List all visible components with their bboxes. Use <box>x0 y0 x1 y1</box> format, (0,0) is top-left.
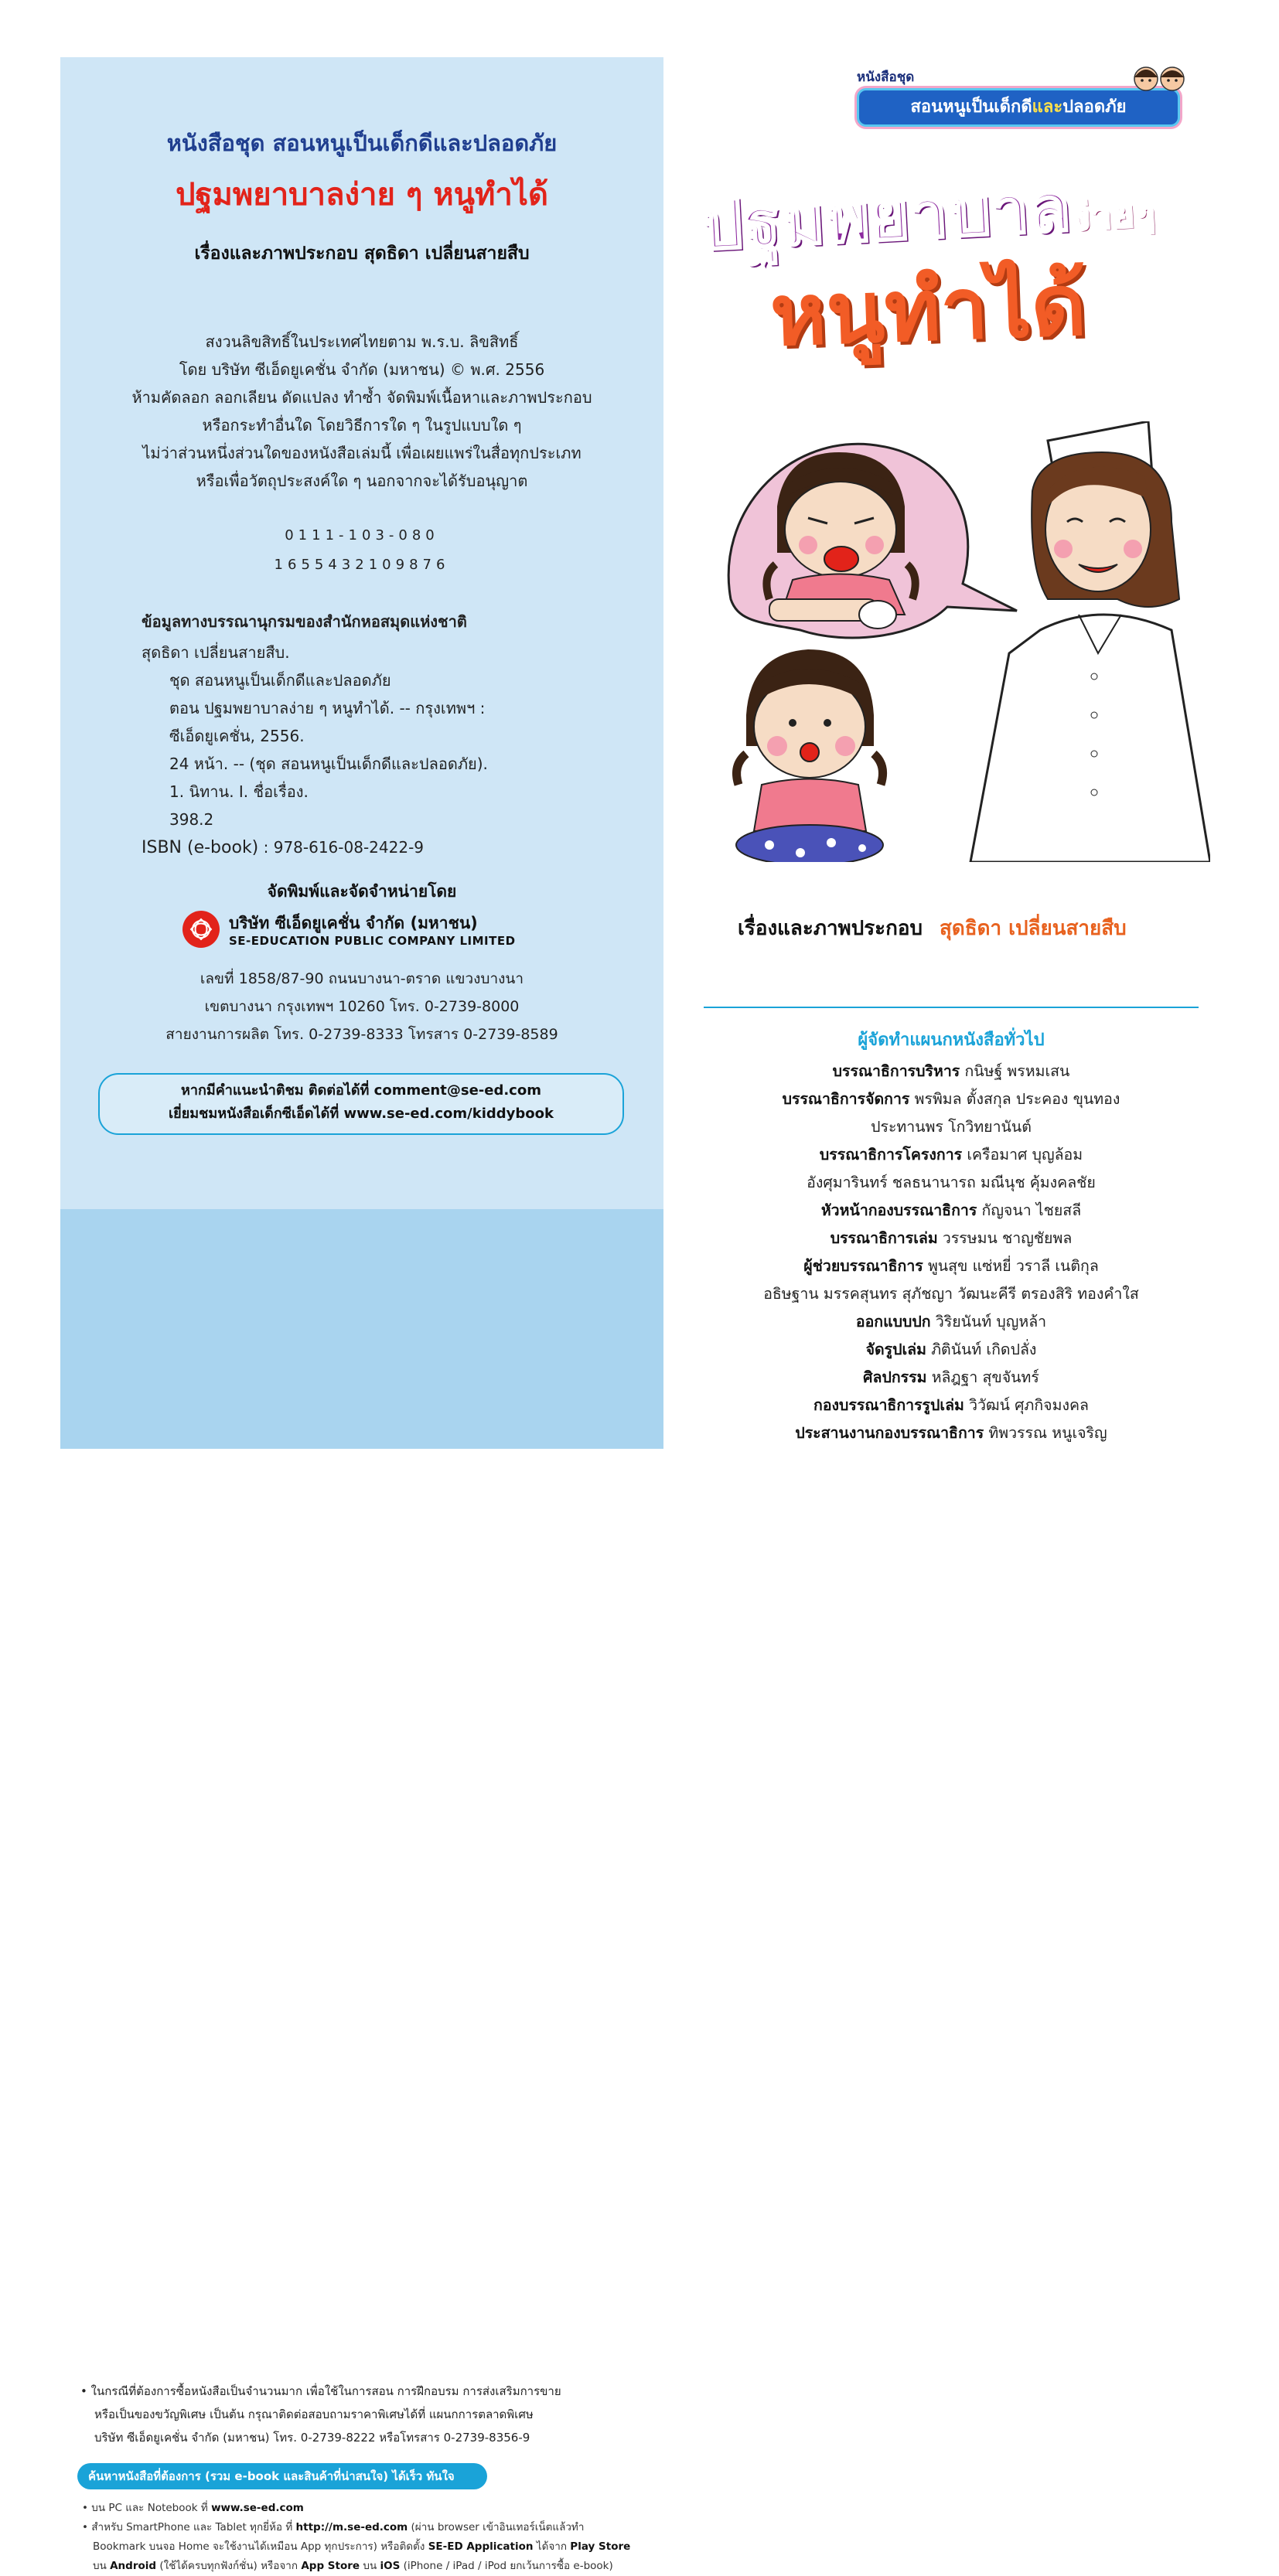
cover-byline <box>738 912 1127 944</box>
cip-line: 398.2 <box>169 810 214 829</box>
series-badge <box>857 62 1189 131</box>
contact-website[interactable]: เยี่ยมชมหนังสือเด็กซีเอ็ดได้ที่ www.se-ed.com/kiddybook <box>169 1106 554 1122</box>
address-line: เลขที่ 1858/87-90 ถนนบางนา-ตราด แขวงบางนา <box>200 970 524 987</box>
bulk-line: • ในกรณีที่ต้องการซื้อหนังสือเป็นจำนวนมาก เพื่อใช้ในการสอน การฝึกอบรม การส่งเสริมการขาย <box>80 2384 561 2398</box>
cip-line: ตอน ปฐมพยาบาลง่าย ๆ หนูทำได้. -- กรุงเทพฯ : <box>169 699 486 717</box>
credit-names: ประทานพร โกวิทยานันต์ <box>871 1118 1032 1136</box>
credit-names: กัญจนา ไชยสลี <box>981 1201 1082 1219</box>
divider-line <box>704 1007 1199 1008</box>
print-code: 1655432109876 <box>274 557 450 573</box>
credit-row <box>696 1197 1206 1225</box>
book-title: ปฐมพยาบาลง่าย ๆ หนูทำได้ <box>176 177 548 213</box>
credit-row <box>696 1113 1206 1141</box>
online-text: (ผ่าน browser เข้าอินเทอร์เน็ตแล้วทำ <box>408 2521 585 2533</box>
credit-names: อธิษฐาน มรรคสุนทร สุภัชญา วัฒนะคีรี ตรองสิริ ทองคำใส <box>763 1285 1139 1303</box>
copyright-line: หรือเพื่อวัตถุประสงค์ใด ๆ นอกจากจะได้รับอนุญาต <box>196 472 528 490</box>
ordering-info <box>60 1209 663 2572</box>
app-store: App Store <box>301 2560 360 2572</box>
credit-role: หัวหน้ากองบรรณาธิการ <box>820 1201 977 1219</box>
cip-author: สุดธิดา เปลี่ยนสายสืบ. <box>142 643 290 662</box>
credit-names: วิริยนันท์ บุญหล้า <box>935 1313 1047 1331</box>
website-link[interactable]: www.se-ed.com <box>211 2502 304 2514</box>
online-text: บน <box>360 2560 380 2572</box>
credit-names: วิวัฒน์ ศุภกิจมงคล <box>969 1396 1089 1414</box>
copyright-line: โดย บริษัท ซีเอ็ดยูเคชั่น จำกัด (มหาชน) © พ.ศ. 2556 <box>179 360 545 379</box>
online-text: • บน PC และ Notebook ที่ <box>82 2502 212 2514</box>
credit-role: ออกแบบปก <box>855 1313 931 1331</box>
credit-row <box>696 1308 1206 1336</box>
credits-list <box>696 1025 1206 1447</box>
credit-row <box>696 1364 1206 1392</box>
badge-text: และ <box>1032 97 1063 117</box>
copyright-notice <box>60 328 663 495</box>
credit-names: พูนสุข แซ่หยี่ วราลี เนติกุล <box>927 1257 1099 1275</box>
isbn-label: ISBN (e-book) <box>142 838 259 857</box>
copyright-line: หรือกระทำอื่นใด โดยวิธีการใด ๆ ในรูปแบบใด ๆ <box>202 416 522 434</box>
book-codes <box>60 521 663 580</box>
credit-row <box>696 1252 1206 1280</box>
credit-names: กนิษฐ์ พรหมเสน <box>964 1062 1070 1080</box>
play-store: Play Store <box>570 2540 631 2553</box>
credit-row <box>696 1336 1206 1364</box>
credit-names: อังศุมารินทร์ ชลธนานารถ มณีนุช คุ้มงคลชัย <box>807 1174 1096 1191</box>
kids-mascot-icon <box>1129 62 1191 96</box>
credit-role: บรรณาธิการโครงการ <box>819 1146 963 1164</box>
cover-title-line-2: หนูทำได้ <box>768 254 1088 366</box>
series-title: หนังสือชุด สอนหนูเป็นเด็กดีและปลอดภัย <box>166 130 558 156</box>
isbn-value: : 978-616-08-2422-9 <box>263 838 425 857</box>
copyright-line: ไม่ว่าส่วนหนึ่งส่วนใดของหนังสือเล่มนี้ เพื่อเผยแพร่ในสื่อทุกประเภท <box>142 444 582 462</box>
credit-names: วรรษมน ชาญชัยพล <box>942 1229 1073 1247</box>
search-pill: ค้นหาหนังสือที่ต้องการ (รวม e-book และสินค้าที่น่าสนใจ) ได้เร็ว ทันใจ <box>77 2463 487 2489</box>
byline: เรื่องและภาพประกอบ สุดธิดา เปลี่ยนสายสืบ <box>194 244 530 264</box>
cip-data <box>142 609 488 861</box>
imprint-panel <box>60 57 663 2572</box>
credit-row <box>696 1058 1206 1085</box>
credit-row <box>696 1392 1206 1419</box>
copyright-line: สงวนลิขสิทธิ์ในประเทศไทยตาม พ.ร.บ. ลิขสิทธิ์ <box>205 332 519 351</box>
se-ed-logo-icon <box>182 910 220 949</box>
bulk-line: หรือเป็นของขวัญพิเศษ เป็นต้น กรุณาติดต่อสอบถามราคาพิเศษได้ที่ แผนกการตลาดพิเศษ <box>94 2407 534 2421</box>
credits-heading: ผู้จัดทำแผนกหนังสือทั่วไป <box>858 1031 1045 1050</box>
credit-role: บรรณาธิการจัดการ <box>782 1090 910 1108</box>
credit-row <box>696 1225 1206 1252</box>
credit-row <box>696 1169 1206 1197</box>
thought-bubble <box>728 444 1017 638</box>
mobile-link[interactable]: http://m.se-ed.com <box>295 2521 408 2533</box>
online-text: ได้จาก <box>533 2540 571 2553</box>
bulk-order-note <box>80 2380 561 2449</box>
address-line: สายงานการผลิต โทร. 0-2739-8333 โทรสาร 0-2739-8589 <box>165 1026 558 1043</box>
credit-row <box>696 1419 1206 1447</box>
cover-title-small: ง่ายๆ <box>1069 189 1157 240</box>
isbn-line <box>142 833 488 861</box>
credit-row <box>696 1141 1206 1169</box>
girl-figure <box>736 649 883 862</box>
online-text: (ใช้ได้ครบทุกฟังก์ชั่น) หรือจาก <box>156 2560 302 2572</box>
badge-text: ปลอดภัย <box>1062 97 1127 117</box>
credit-role: จัดรูปเล่ม <box>865 1341 926 1358</box>
publisher-name-th: บริษัท ซีเอ็ดยูเคชั่น จำกัด (มหาชน) <box>229 914 478 932</box>
cip-line: 1. นิทาน. I. ชื่อเรื่อง. <box>169 782 309 801</box>
publisher-name-en: SE-EDUCATION PUBLIC COMPANY LIMITED <box>229 934 516 948</box>
credit-role: กองบรรณาธิการรูปเล่ม <box>813 1396 964 1414</box>
publisher-heading: จัดพิมพ์และจัดจำหน่ายโดย <box>267 882 457 901</box>
cover-byline-label: เรื่องและภาพประกอบ <box>738 917 923 940</box>
app-name: SE-ED Application <box>428 2540 534 2553</box>
address-line: เขตบางนา กรุงเทพฯ 10260 โทร. 0-2739-8000 <box>204 998 520 1015</box>
product-code: 0111-103-080 <box>285 527 439 543</box>
contact-email[interactable]: หากมีคำแนะนำติชม ติดต่อได้ที่ comment@se-ed.com <box>181 1082 541 1099</box>
badge-label: หนังสือชุด <box>857 70 915 85</box>
credit-role: ศิลปกรรม <box>863 1368 927 1386</box>
cover-byline-author: สุดธิดา เปลี่ยนสายสืบ <box>940 917 1127 940</box>
online-text: (iPhone / iPad / iPod ยกเว้นการซื้อ e-book) <box>400 2560 613 2572</box>
credit-row <box>696 1085 1206 1113</box>
cip-line: ซีเอ็ดยูเคชั่น, 2556. <box>169 727 305 745</box>
ios: iOS <box>380 2560 401 2572</box>
cip-heading: ข้อมูลทางบรรณานุกรมของสำนักหอสมุดแห่งชาติ <box>142 612 467 631</box>
credit-role: บรรณาธิการเล่ม <box>830 1229 938 1247</box>
publisher-address <box>60 965 663 1048</box>
cover-illustration <box>715 421 1210 862</box>
credit-names: ทิพวรรณ หนูเจริญ <box>988 1424 1107 1442</box>
credit-names: พรพิมล ตั้งสกุล ประคอง ขุนทอง <box>914 1090 1120 1108</box>
credit-names: ภิตินันท์ เกิดปลั่ง <box>931 1341 1037 1358</box>
badge-text: สอนหนูเป็นเด็กดี <box>910 97 1032 117</box>
credit-role: ผู้ช่วยบรรณาธิการ <box>803 1257 923 1275</box>
credit-row <box>696 1280 1206 1308</box>
contact-box <box>98 1073 624 1135</box>
online-text: • สำหรับ SmartPhone และ Tablet ทุกยี่ห้อ ที่ <box>82 2521 296 2533</box>
credit-names: หลิฎฐา สุขจันทร์ <box>931 1368 1039 1386</box>
credit-role: บรรณาธิการบริหาร <box>832 1062 960 1080</box>
copyright-line: ห้ามคัดลอก ลอกเลียน ดัดแปลง ทำซ้ำ จัดพิมพ์เนื้อหาและภาพประกอบ <box>131 388 592 407</box>
android: Android <box>110 2560 157 2572</box>
cover-title-main: ปฐมพยาบาล <box>697 166 1073 266</box>
credit-role: ประสานงานกองบรรณาธิการ <box>795 1424 984 1442</box>
bulk-line: บริษัท ซีเอ็ดยูเคชั่น จำกัด (มหาชน) โทร. 0-2739-8222 หรือโทรสาร 0-2739-8356-9 <box>94 2431 530 2445</box>
online-info <box>82 2499 630 2576</box>
cip-line: ชุด สอนหนูเป็นเด็กดีและปลอดภัย <box>169 671 391 690</box>
nurse-figure <box>970 421 1210 862</box>
cip-line: 24 หน้า. -- (ชุด สอนหนูเป็นเด็กดีและปลอดภัย). <box>169 755 488 773</box>
online-text: Bookmark บนจอ Home จะใช้งานได้เหมือน App ทุกประการ) หรือติดตั้ง <box>93 2540 428 2553</box>
online-text: บน <box>93 2560 111 2572</box>
credit-names: เครือมาศ บุญล้อม <box>967 1146 1083 1164</box>
